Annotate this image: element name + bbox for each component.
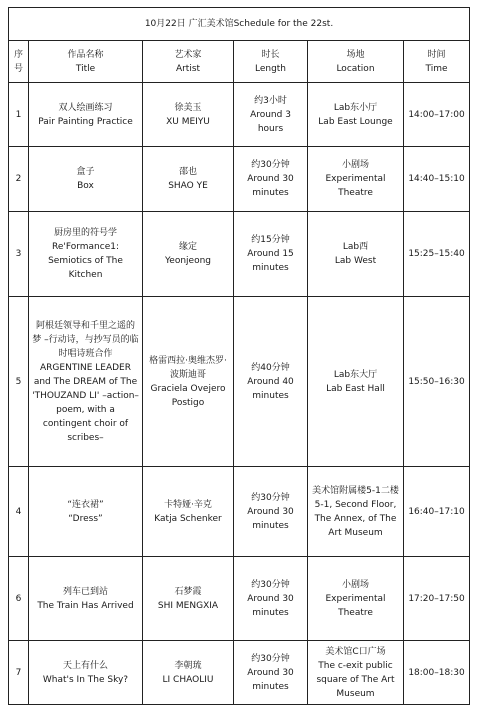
cell-time: 15:25–15:40 (404, 212, 470, 297)
table-row (9, 557, 470, 641)
cell-no: 4 (9, 467, 29, 557)
cell-length: 约30分钟 Around 30 minutes (234, 641, 308, 705)
cell-time: 14:40–15:10 (404, 147, 470, 212)
cell-location: Lab东大厅 Lab East Hall (308, 297, 404, 467)
cell-artist: 缘定 Yeonjeong (143, 212, 234, 297)
cell-length: 约30分钟 Around 30 minutes (234, 147, 308, 212)
cell-artist: 卡特娅·辛克 Katja Schenker (143, 467, 234, 557)
cell-length: 约40分钟 Around 40 minutes (234, 297, 308, 467)
cell-title: 盒子 Box (29, 147, 143, 212)
schedule-title: 10月22日 广汇美术馆Schedule for the 22st. (9, 8, 470, 41)
cell-artist: 格雷西拉·奥维杰罗·波斯迪哥 Graciela Ovejero Postigo (143, 297, 234, 467)
header-location: 场地 Location (308, 41, 404, 83)
header-artist: 艺术家 Artist (143, 41, 234, 83)
cell-length: 约30分钟 Around 30 minutes (234, 467, 308, 557)
cell-length: 约30分钟 Around 30 minutes (234, 557, 308, 641)
cell-title: 厨房里的符号学 Re'Formance1: Semiotics of The Kitchen (29, 212, 143, 297)
cell-title: 双人绘画练习 Pair Painting Practice (29, 83, 143, 147)
table-row (9, 147, 470, 212)
cell-time: 15:50–16:30 (404, 297, 470, 467)
table-row (9, 641, 470, 705)
title-row (9, 8, 470, 41)
cell-no: 2 (9, 147, 29, 212)
cell-no: 1 (9, 83, 29, 147)
cell-location: 美术馆附属楼5-1二楼5-1, Second Floor, The Annex, of The Art Museum (308, 467, 404, 557)
table-row (9, 212, 470, 297)
header-row (9, 41, 470, 83)
header-time: 时间 Time (404, 41, 470, 83)
cell-title: “连衣裙” “Dress” (29, 467, 143, 557)
cell-title: 阿根廷领导和千里之遥的梦 –行动诗，与抄写员的临时唱诗班合作 ARGENTINE LEADER and The DREAM of The 'THOUZAND LI' –action–poem, with a contingent choir of scribes– (29, 297, 143, 467)
cell-artist: 徐美玉 XU MEIYU (143, 83, 234, 147)
cell-location: Lab西 Lab West (308, 212, 404, 297)
cell-time: 14:00–17:00 (404, 83, 470, 147)
header-length: 时长 Length (234, 41, 308, 83)
table-row (9, 467, 470, 557)
cell-time: 16:40–17:10 (404, 467, 470, 557)
cell-no: 7 (9, 641, 29, 705)
cell-location: 小剧场 Experimental Theatre (308, 147, 404, 212)
cell-time: 17:20–17:50 (404, 557, 470, 641)
table-row (9, 297, 470, 467)
cell-time: 18:00–18:30 (404, 641, 470, 705)
cell-length: 约15分钟 Around 15 minutes (234, 212, 308, 297)
cell-location: 美术馆C口广场 The c-exit public square of The Art Museum (308, 641, 404, 705)
cell-artist: 李朝琉 LI CHAOLIU (143, 641, 234, 705)
header-no: 序号 (9, 41, 29, 83)
cell-no: 3 (9, 212, 29, 297)
cell-no: 6 (9, 557, 29, 641)
table-row (9, 83, 470, 147)
cell-no: 5 (9, 297, 29, 467)
cell-title: 列车已到站 The Train Has Arrived (29, 557, 143, 641)
cell-location: Lab东小厅 Lab East Lounge (308, 83, 404, 147)
header-title: 作品名称 Title (29, 41, 143, 83)
cell-title: 天上有什么 What's In The Sky? (29, 641, 143, 705)
cell-length: 约3小时 Around 3 hours (234, 83, 308, 147)
cell-artist: 石梦霞 SHI MENGXIA (143, 557, 234, 641)
schedule-table (8, 7, 470, 705)
cell-location: 小剧场 Experimental Theatre (308, 557, 404, 641)
cell-artist: 邵也 SHAO YE (143, 147, 234, 212)
